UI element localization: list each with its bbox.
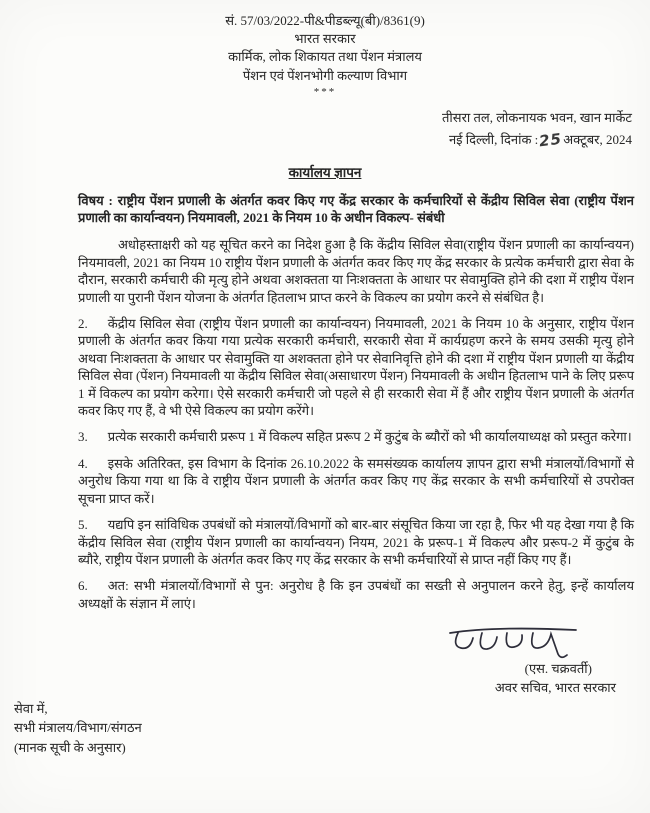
separator-stars: *** [313,85,337,98]
body-paragraph-3 [78,428,634,445]
paragraph-number: 6. [78,578,88,594]
document-body [14,192,636,697]
subject-line: विषय : राष्ट्रीय पेंशन प्रणाली के अंतर्गत कवर किए गए केंद्र सरकार के कर्मचारियों से केंद्रीय सिविल सेवा (राष्ट्रीय पेंशन प्रणाली का कार्यान्वयन) नियमावली, 2021 के नियम 10 के अधीन विकल्प- संबंधी [78,192,634,226]
body-paragraph-6 [78,577,634,612]
date-rest: अक्टूबर, 2024 [563,132,632,148]
signature-scrawl [444,621,594,661]
paragraph-number: 5. [78,517,88,533]
government-name: भारत सरकार [294,31,356,47]
paragraph-text: अधोहस्ताक्षरी को यह सूचित करने का निदेश हुआ है कि केंद्रीय सिविल सेवा(राष्ट्रीय पेंशन प्रणाली का कार्यान्वयन) नियमावली, 2021 का नियम 10 राष्ट्रीय पेंशन प्रणाली के अंतर्गत कवर किए गए केंद्र सरकार के प्रत्येक कर्मचारी द्वारा सेवा के दौरान, सरकारी कर्मचारी की मृत्यु होने अथवा अशक्तता या निःशक्तता के आधार पर सेवामुक्ति होने की दशा में राष्ट्रीय पेंशन प्रणाली या पुरानी पेंशन योजना के अंतर्गत हितलाभ प्राप्त करने के विकल्प का प्रयोग करने से संबंधित है। [78,237,634,305]
body-paragraph-1 [78,236,634,306]
handwritten-date: 25 [538,129,564,151]
paragraph-text: यद्यपि इन सांविधिक उपबंधों को मंत्रालयों/विभागों को बार-बार संसूचित किया जा रहा है, फिर भी यह देखा गया है कि केंद्रीय सिविल सेवा (राष्ट्रीय पेंशन प्रणाली का कार्यान्वयन) नियम, 2021 के प्ररूप-1 में विकल्प और प्ररूप-2 में कुटुंब के ब्यौरे, राष्ट्रीय पेंशन प्रणाली के अंतर्गत कवर किए गए केंद्र सरकार के सभी कर्मचारियों से प्राप्त नहीं किए गए हैं। [78,517,634,567]
paragraph-number: 3. [78,429,88,445]
paragraph-text: केंद्रीय सिविल सेवा (राष्ट्रीय पेंशन प्रणाली का कार्यान्वयन) नियमावली, 2021 के नियम 10 के अनुसार, राष्ट्रीय पेंशन प्रणाली के अंतर्गत कवर किया गया प्रत्येक सरकारी कर्मचारी, सरकारी सेवा में कार्यग्रहण करने के समय उसकी मृत्यु होने अथवा निःशक्तता के आधार पर सेवामुक्ति या अशक्तता होने पर सेवानिवृत्ति होने की दशा में राष्ट्रीय पेंशन प्रणाली या केंद्रीय सिविल सेवा (पेंशन) नियमावली या केंद्रीय सिविल सेवा(असाधारण पेंशन) नियमावली के अधीन हितलाभ पाने के लिए प्ररूप 1 में विकल्प का प्रयोग करेगा। ऐसे सरकारी कर्मचारी जो पहले से ही सरकारी सेवा में हैं और राष्ट्रीय पेंशन प्रणाली के अंतर्गत कवर किए गए हैं, वे भी ऐसे विकल्प का प्रयोग करेंगे। [78,316,634,419]
ministry-name: कार्मिक, लोक शिकायत तथा पेंशन मंत्रालय [228,49,422,65]
letterhead [14,12,636,100]
office-address: तीसरा तल, लोकनायक भवन, खान मार्केट [442,110,632,126]
addressee-salutation: सेवा में, [14,700,48,716]
signature-block [78,621,634,697]
body-paragraph-5 [78,516,634,568]
address-block [14,108,636,151]
place-date-line [14,128,632,151]
addressee-org: सभी मंत्रालय/विभाग/संगठन [14,720,142,736]
addressee-note: (मानक सूची के अनुसार) [14,739,126,755]
department-name: पेंशन एवं पेंशनभोगी कल्याण विभाग [242,67,408,83]
body-paragraph-4 [78,455,634,507]
reference-number: सं. 57/03/2022-पी&पीडब्ल्यू(बी)/8361(9) [225,13,425,28]
signatory-designation: अवर सचिव, भारत सरकार [494,679,616,695]
paragraph-text: अत: सभी मंत्रालयों/विभागों से पुन: अनुरोध है कि इन उपबंधों का सख्ती से अनुपालन करने हेतु, इन्हें कार्यालय अध्यक्षों के संज्ञान में लाएं। [78,578,634,611]
paragraph-text: इसके अतिरिक्त, इस विभाग के दिनांक 26.10.2022 के समसंख्यक कार्यालय ज्ञापन द्वारा सभी मंत्रालयों/विभागों से अनुरोध किया गया था कि वे राष्ट्रीय पेंशन प्रणाली के अंतर्गत कवर किए गए केंद्र सरकार के सभी कर्मचारियों से उपरोक्त सूचना प्राप्त करें। [78,455,634,506]
document-title: कार्यालय ज्ञापन [288,164,362,180]
paragraph-number: 4. [78,455,88,471]
body-paragraph-2 [78,315,634,419]
paragraph-number: 2. [78,316,88,332]
date-prefix: नई दिल्ली, दिनांक : [448,132,539,148]
paragraph-text: प्रत्येक सरकारी कर्मचारी प्ररूप 1 में विकल्प सहित प्ररूप 2 में कुटुंब के ब्यौरों को भी कार्यालयाध्यक्ष को प्रस्तुत करेगा। [107,429,632,445]
addressee-block [14,699,636,758]
signatory-name: (एस. चक्रवर्ती) [524,661,592,677]
